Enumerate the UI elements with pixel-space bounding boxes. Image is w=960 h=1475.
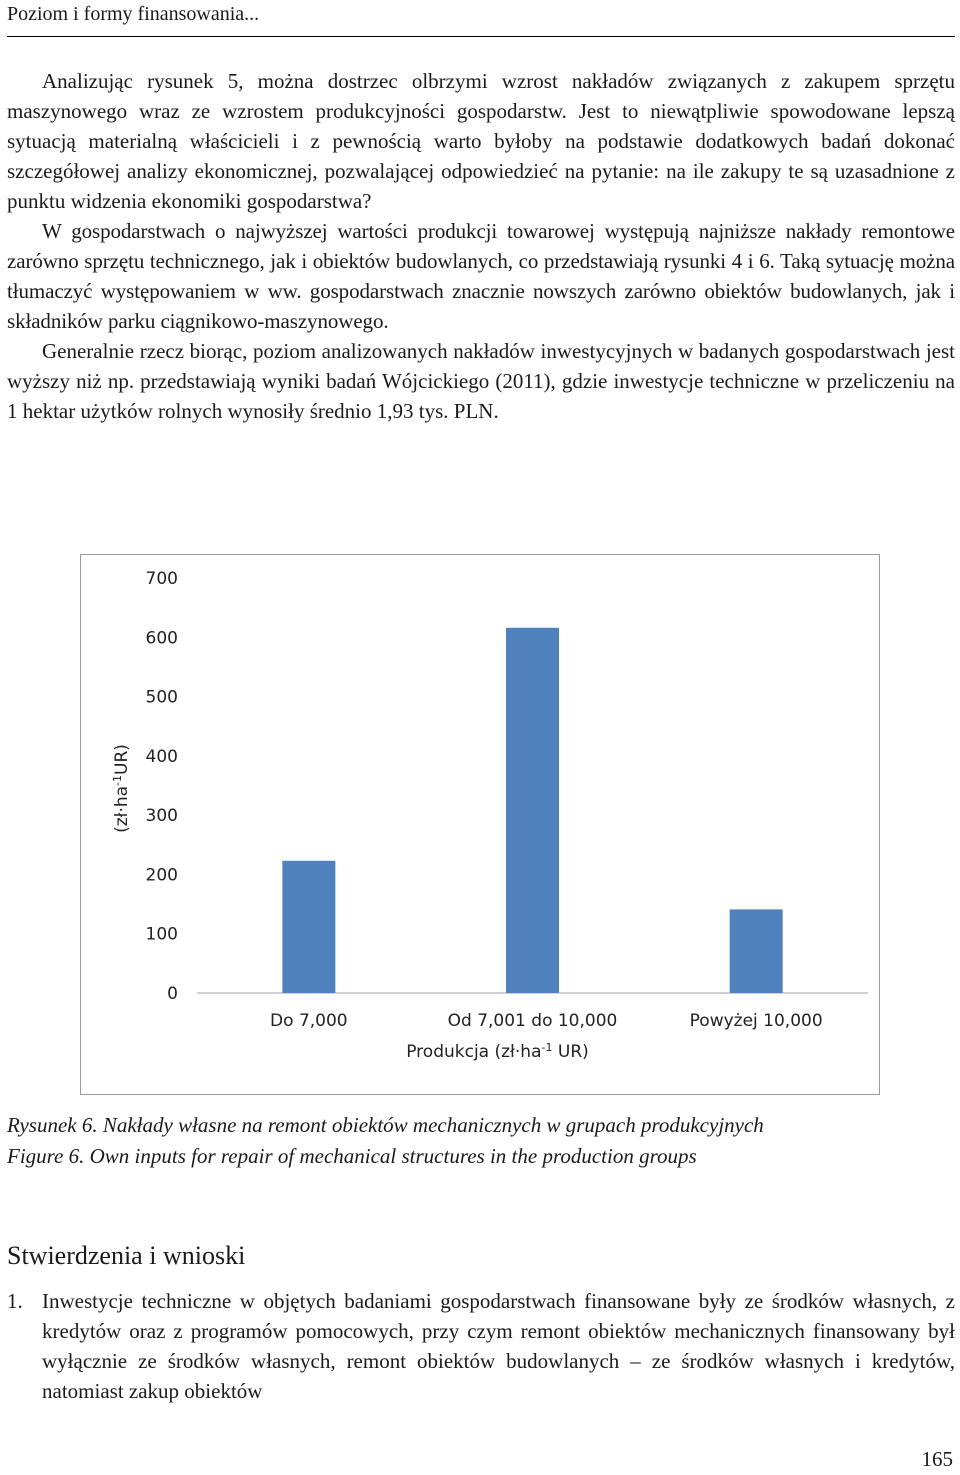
caption-english: Figure 6. Own inputs for repair of mechanical structures in the production groups <box>7 1144 697 1168</box>
bar <box>730 909 783 993</box>
list-item <box>7 1286 955 1406</box>
caption-polish: Rysunek 6. Nakłady własne na remont obiektów mechanicznych w grupach produkcyjnych <box>7 1113 764 1137</box>
y-axis-title: $(zł\cdot ha^{-1}UR)$ <box>110 744 132 833</box>
figure-caption <box>7 1110 957 1172</box>
y-tick-label: 200 <box>145 865 178 886</box>
x-category-label: Powyżej 10,000 <box>689 1011 823 1031</box>
x-axis-categories <box>270 1011 823 1031</box>
header-rule <box>7 36 955 37</box>
y-tick-label: 400 <box>145 746 178 767</box>
paragraph-2: W gospodarstwach o najwyższej wartości produkcji towarowej występują najniższe nakłady remontowe zarówno sprzętu technicznego, jak i obiektów budowlanych, co przedstawiają rysunki 4 i 6. Taką sytuację można tłumaczyć występowaniem w ww. gospodarstwach znacznie nowszych zarówno obiektów budowlanych, jak i składników parku ciągnikowo-maszynowego. <box>7 219 955 333</box>
paragraph-3: Generalnie rzecz biorąc, poziom analizowanych nakładów inwestycyjnych w badanych gospodarstwach jest wyższy niż np. przedstawiają wyniki badań Wójcickiego (2011), gdzie inwestycje techniczne w przeliczeniu na 1 hektar użytków rolnych wynosiły średnio 1,93 tys. PLN. <box>7 339 955 423</box>
section-title: Stwierdzenia i wnioski <box>7 1240 246 1270</box>
list-item-text: Inwestycje techniczne w objętych badaniami gospodarstwach finansowane były ze środków własnych, z kredytów oraz z programów pomocowych, przy czym remont obiektów mechanicznych finansowany był wyłącznie ze środków własnych, remont obiektów budowlanych – ze środków własnych i kredytów, natomiast zakup obiektów <box>42 1289 955 1403</box>
y-tick-label: 300 <box>145 806 178 827</box>
list-item-number: 1. <box>7 1289 23 1313</box>
y-tick-label: 0 <box>167 984 178 1004</box>
x-category-label: Od 7,001 do 10,000 <box>447 1011 618 1031</box>
y-tick-label: 100 <box>145 924 178 945</box>
bar <box>282 861 335 993</box>
y-tick-label: 500 <box>145 687 178 708</box>
x-category-label: Do 7,000 <box>270 1011 348 1031</box>
running-title: Poziom i formy finansowania... <box>7 3 260 25</box>
y-axis-ticks <box>146 569 178 1004</box>
body-text <box>7 66 955 426</box>
conclusions-list <box>7 1286 955 1406</box>
bar-chart-svg <box>81 555 878 1093</box>
bar <box>506 628 559 993</box>
x-axis-title: Produkcja ($zł\cdot ha^{-1}$ UR) <box>406 1040 589 1062</box>
y-tick-label: 700 <box>145 569 178 589</box>
y-tick-label: 600 <box>145 628 178 649</box>
paragraph-1: Analizując rysunek 5, można dostrzec olbrzymi wzrost nakładów związanych z zakupem sprzętu maszynowego wraz ze wzrostem produkcyjności gospodarstw. Jest to niewątpliwie spowodowane lepszą sytuacją materialną właścicieli i z pewnością warto byłoby na podstawie dodatkowych badań dokonać szczegółowej analizy ekonomicznej, pozwalającej odpowiedzieć na pytanie: na ile zakupy te są uzasadnione z punktu widzenia ekonomiki gospodarstwa? <box>7 69 955 213</box>
figure-6-chart <box>80 554 880 1095</box>
page-number: 165 <box>921 1447 953 1471</box>
bars <box>282 628 782 993</box>
